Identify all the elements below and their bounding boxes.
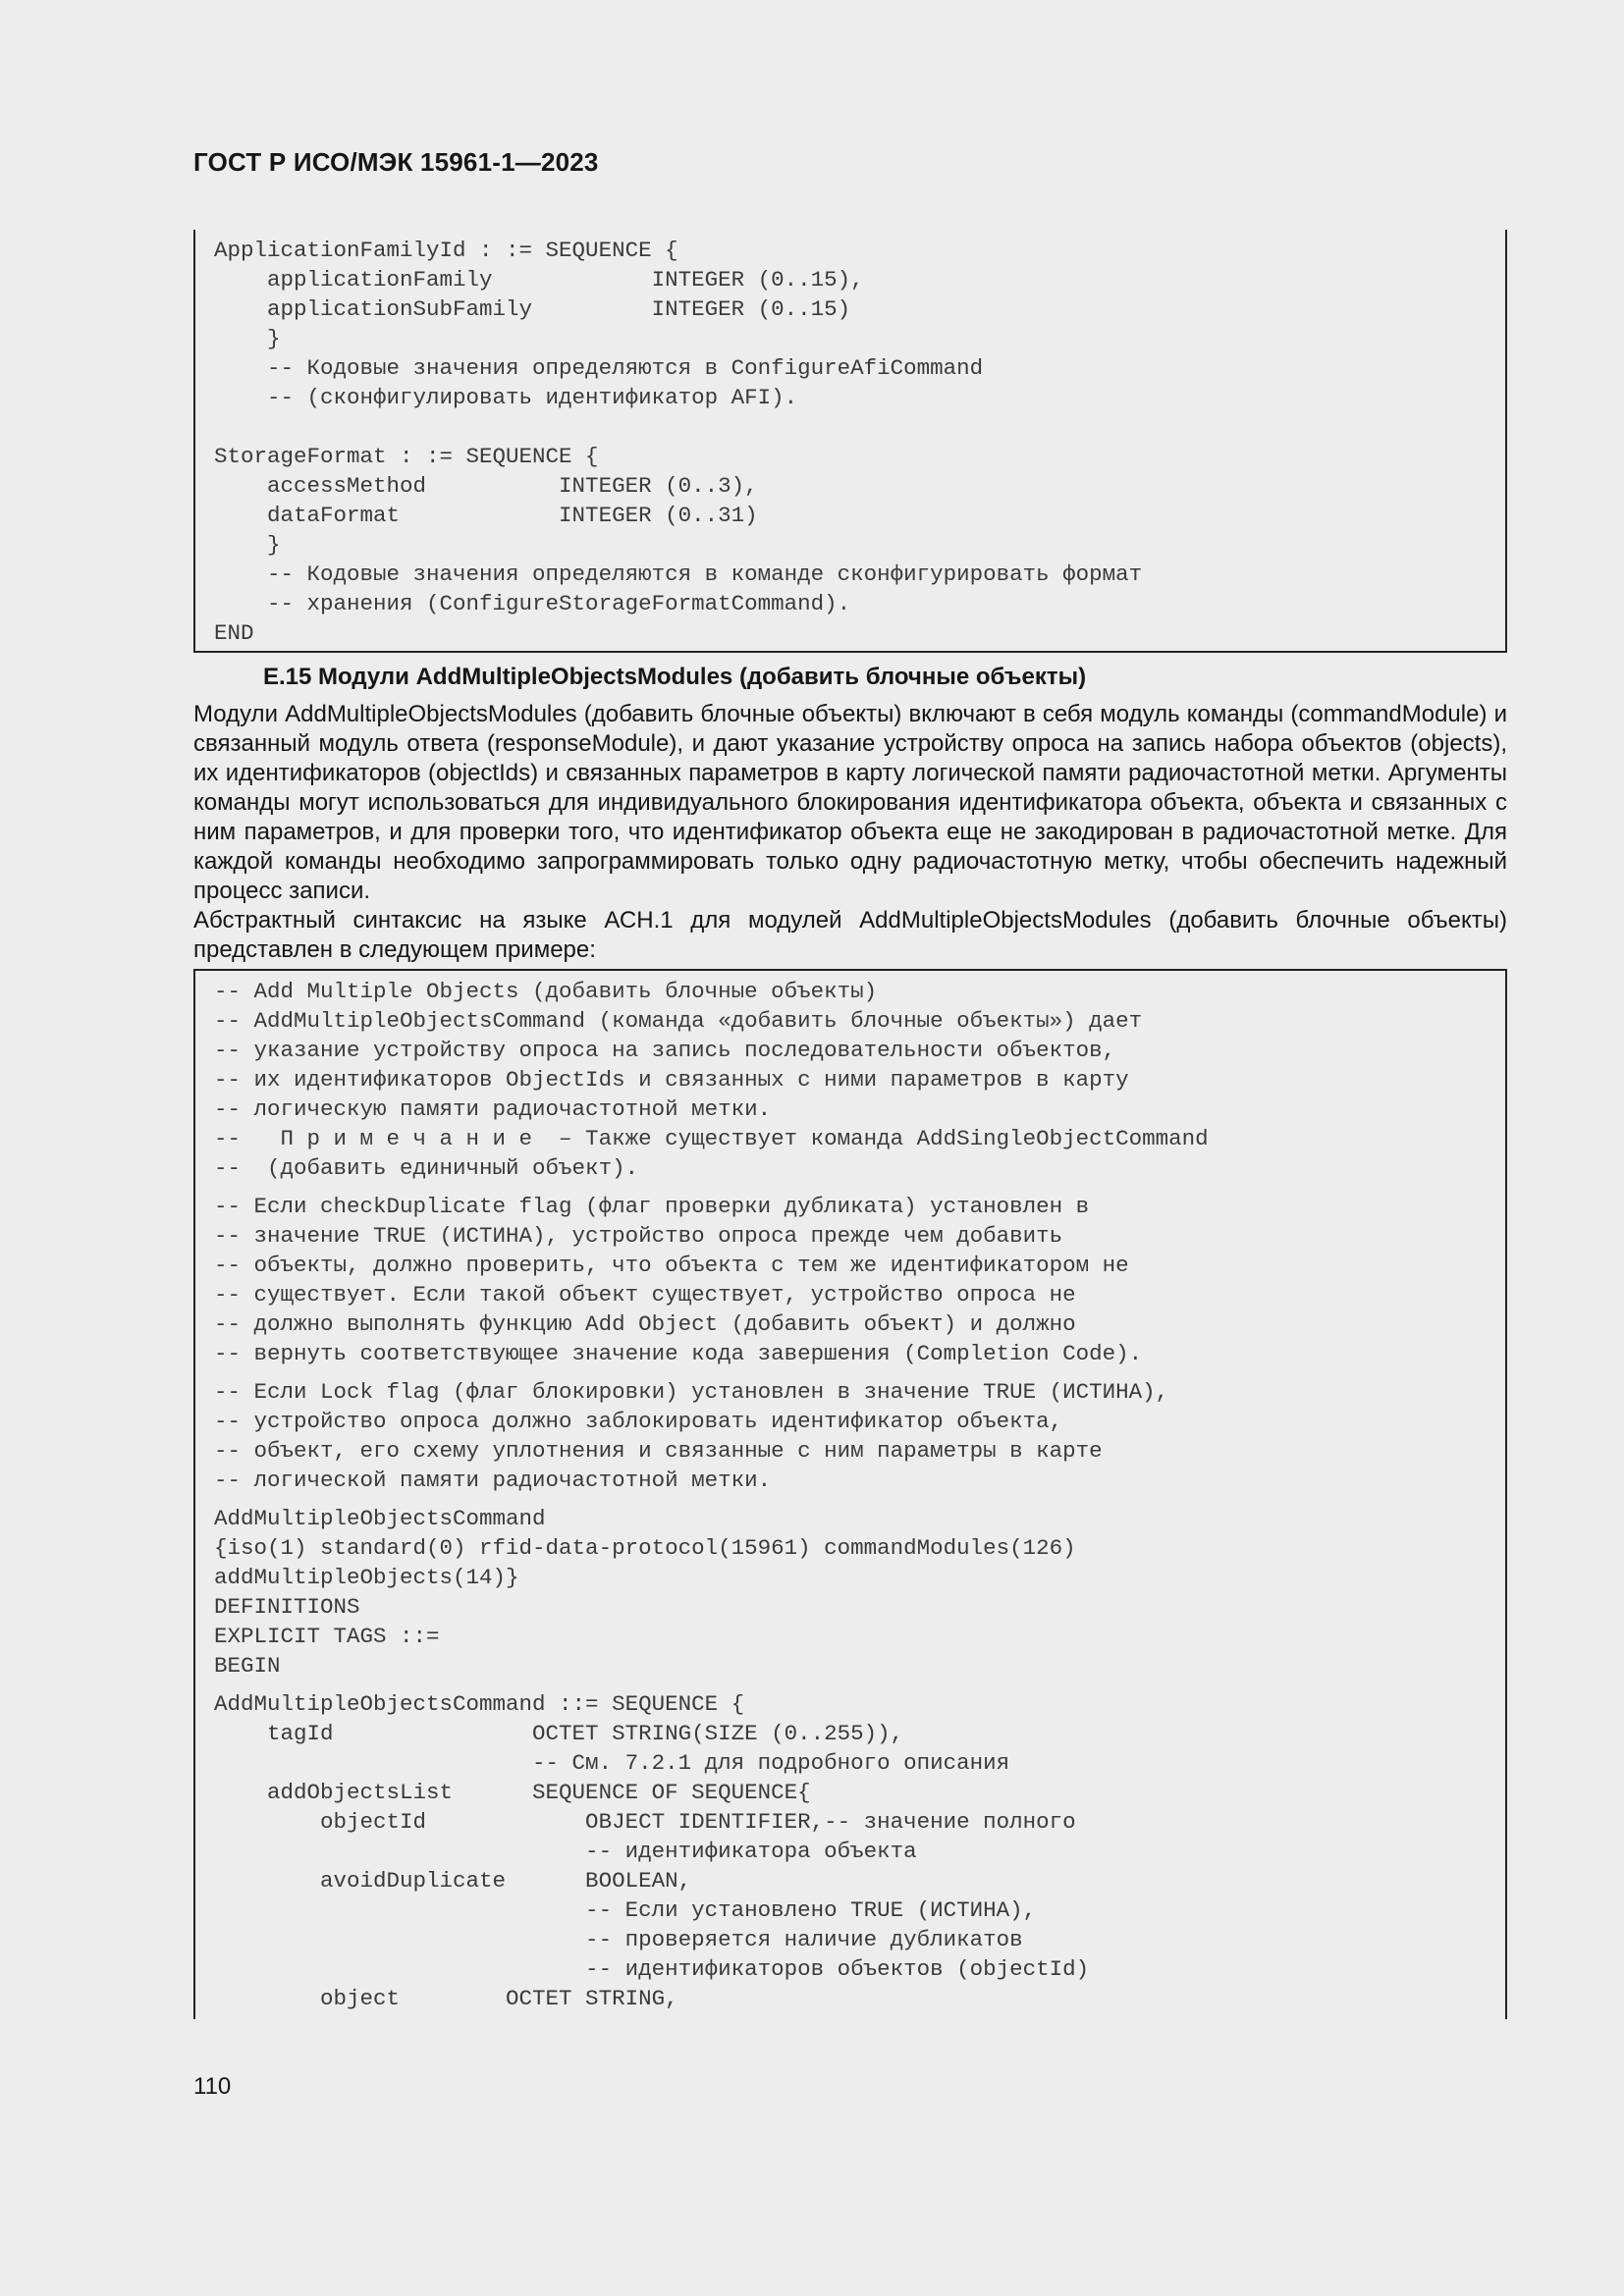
code-group-gap xyxy=(214,1368,1505,1377)
code-line: -- хранения (ConfigureStorageFormatCommand). xyxy=(214,591,851,616)
section-heading: Е.15 Модули AddMultipleObjectsModules (добавить блочные объекты) xyxy=(263,664,1087,690)
code-line: -- См. 7.2.1 для подробного описания xyxy=(214,1750,1010,1776)
code-line: BEGIN xyxy=(214,1653,281,1679)
code-line: avoidDuplicate BOOLEAN, xyxy=(214,1868,692,1894)
code-line: -- указание устройству опроса на запись последовательности объектов, xyxy=(214,1038,1116,1063)
code-line: -- значение TRUE (ИСТИНА), устройство опроса прежде чем добавить xyxy=(214,1223,1063,1249)
paragraph-text: Модули AddMultipleObjectsModules (добавить блочные объекты) включают в себя модуль команды (commandModule) и связанный модуль ответа (responseModule), и дают указание устройству опроса на запись набора объектов (objects), их идентификаторов (objectIds) и связанных параметров в карту логической памяти радиочастотной метки. Аргументы команды могут использоваться для индивидуального блокирования идентификатора объекта, объекта и связанных с ним параметров, и для проверки того, что идентификатор объекта еще не закодирован в радиочастотной метке. Для каждой команды необходимо запрограммировать только одну радиочастотную метку, чтобы обеспечить надежный процесс записи. xyxy=(193,701,1507,904)
code-group-gap xyxy=(214,1183,1505,1192)
code-line: -- логической памяти радиочастотной метки. xyxy=(214,1468,772,1493)
document-header: ГОСТ Р ИСО/МЭК 15961-1—2023 xyxy=(193,147,599,177)
page-number: 110 xyxy=(193,2073,232,2100)
code-line: -- их идентификаторов ObjectIds и связанных с ними параметров в карту xyxy=(214,1067,1129,1093)
code-line: accessMethod INTEGER (0..3), xyxy=(214,473,758,499)
code-line: ApplicationFamilyId : := SEQUENCE { xyxy=(214,238,678,263)
code-line: -- (сконфигулировать идентификатор AFI). xyxy=(214,385,798,410)
code-group-gap xyxy=(214,1681,1505,1689)
code-line: objectId OBJECT IDENTIFIER,-- значение полного xyxy=(214,1809,1076,1835)
code-line: -- должно выполнять функцию Add Object (добавить объект) и должно xyxy=(214,1311,1076,1337)
body-paragraph xyxy=(193,700,1507,906)
code-line: -- логическую памяти радиочастотной метки. xyxy=(214,1096,772,1122)
code-blank-line xyxy=(214,412,1505,442)
code-line: -- (добавить единичный объект). xyxy=(214,1155,639,1181)
code-line: -- Кодовые значения определяются в команде сконфигурировать формат xyxy=(214,561,1143,587)
code-block-bottom xyxy=(193,969,1507,2019)
code-line: -- Если установлено TRUE (ИСТИНА), xyxy=(214,1897,1037,1923)
code-line: -- существует. Если такой объект существует, устройство опроса не xyxy=(214,1282,1076,1308)
code-line: -- объект, его схему уплотнения и связанные с ним параметры в карте xyxy=(214,1438,1103,1464)
code-line: -- идентификатора объекта xyxy=(214,1839,917,1864)
code-line: applicationSubFamily INTEGER (0..15) xyxy=(214,296,851,322)
code-line: } xyxy=(214,326,281,351)
code-line: END xyxy=(214,620,254,646)
code-line: DEFINITIONS xyxy=(214,1594,360,1620)
code-group-gap xyxy=(214,1495,1505,1504)
code-line: -- AddMultipleObjectsCommand (команда «добавить блочные объекты») дает xyxy=(214,1008,1143,1034)
code-line: -- вернуть соответствующее значение кода завершения (Completion Code). xyxy=(214,1341,1143,1366)
code-line: {iso(1) standard(0) rfid-data-protocol(15961) commandModules(126) xyxy=(214,1535,1076,1561)
code-line: -- Add Multiple Objects (добавить блочные объекты) xyxy=(214,979,878,1004)
code-line: object OCTET STRING, xyxy=(214,1986,678,2011)
code-line: -- устройство опроса должно заблокировать идентификатор объекта, xyxy=(214,1409,1063,1434)
code-line: -- проверяется наличие дубликатов xyxy=(214,1927,1023,1952)
code-line: -- Если Lock flag (флаг блокировки) установлен в значение TRUE (ИСТИНА), xyxy=(214,1379,1169,1405)
code-line: dataFormat INTEGER (0..31) xyxy=(214,503,758,528)
code-line: addObjectsList SEQUENCE OF SEQUENCE{ xyxy=(214,1780,811,1805)
code-line: AddMultipleObjectsCommand ::= SEQUENCE { xyxy=(214,1691,745,1717)
code-line: tagId OCTET STRING(SIZE (0..255)), xyxy=(214,1721,904,1746)
code-line: -- П р и м е ч а н и е – Также существует команда AddSingleObjectCommand xyxy=(214,1126,1209,1151)
body-paragraph xyxy=(193,906,1507,965)
paragraph-text: Абстрактный синтаксис на языке АСН.1 для модулей AddMultipleObjectsModules (добавить блочные объекты) представлен в следующем примере: xyxy=(193,907,1507,963)
code-line: applicationFamily INTEGER (0..15), xyxy=(214,267,864,293)
code-line: AddMultipleObjectsCommand xyxy=(214,1506,546,1531)
code-line: -- объекты, должно проверить, что объекта с тем же идентификатором не xyxy=(214,1253,1129,1278)
code-line: addMultipleObjects(14)} xyxy=(214,1565,519,1590)
code-block-top xyxy=(193,230,1507,653)
code-line: } xyxy=(214,532,281,558)
code-line: -- идентификаторов объектов (objectId) xyxy=(214,1956,1090,1982)
code-line: StorageFormat : := SEQUENCE { xyxy=(214,444,599,469)
code-line: -- Кодовые значения определяются в ConfigureAfiCommand xyxy=(214,355,984,381)
code-line: -- Если checkDuplicate flag (флаг проверки дубликата) установлен в xyxy=(214,1194,1090,1219)
code-line: EXPLICIT TAGS ::= xyxy=(214,1624,440,1649)
